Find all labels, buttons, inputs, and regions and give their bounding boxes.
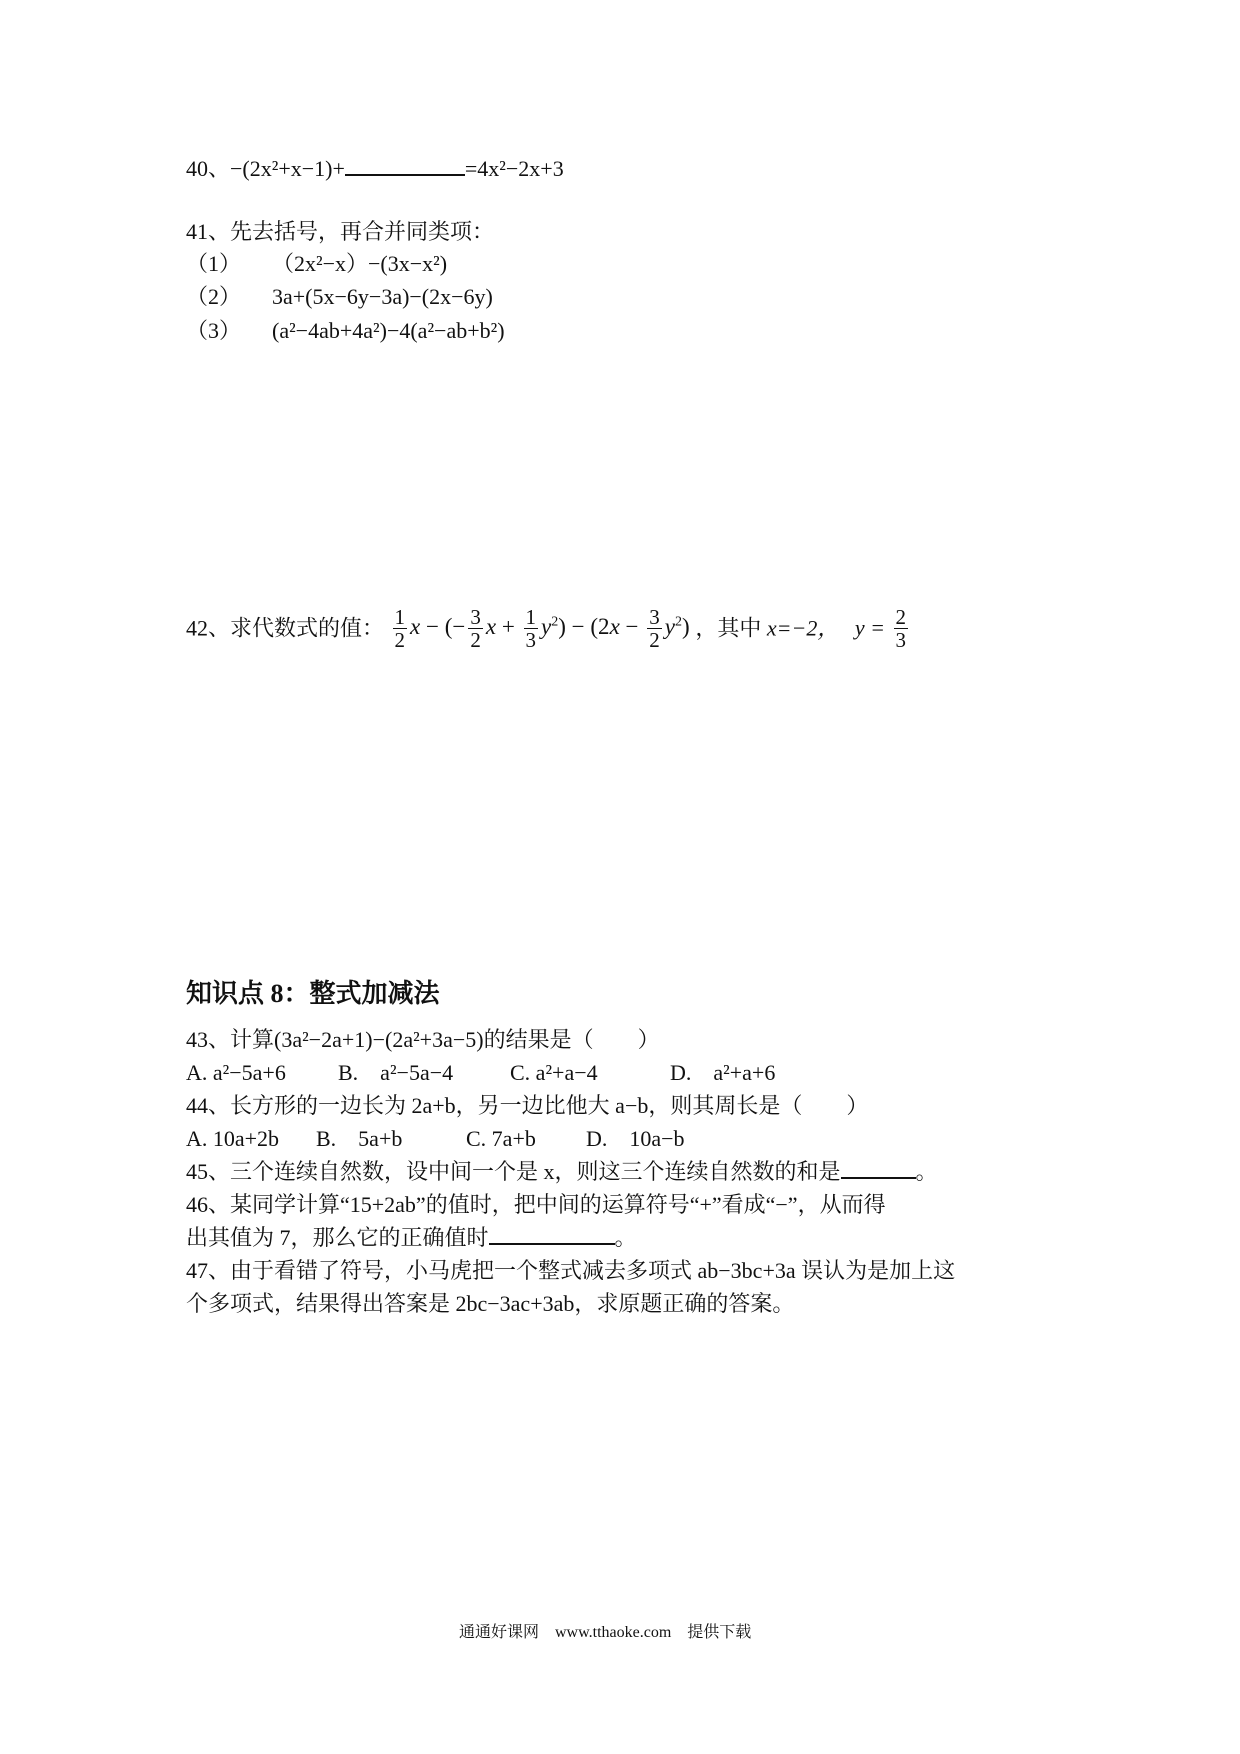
q44-option-d[interactable]: D. 10a−b <box>586 1126 685 1151</box>
fraction-2-3: $\frac{2}{3}$ <box>895 605 907 653</box>
q42-expression: $\frac{1}{2}$ x − (− $\frac{3}{2}$ x + $\frac{1}{3}$ $y^2) - (2x$ − $\frac{3}{2}$ $y^2$) <box>394 605 696 653</box>
q43-option-d[interactable]: D. a²+a+6 <box>670 1060 776 1085</box>
q40-suffix: =4x²−2x+3 <box>464 156 564 181</box>
q46-end: 。 <box>614 1225 637 1250</box>
question-41-item-3 <box>186 318 505 344</box>
fraction-1-2: $\frac{1}{2}$ <box>394 605 406 653</box>
q40-answer-blank[interactable] <box>345 173 465 176</box>
question-43-stem: 43、计算(3a²−2a+1)−(2a²+3a−5)的结果是（ ） <box>186 1027 660 1052</box>
q41-item-expr: (a²−4ab+4a²)−4(a²−ab+b²) <box>272 318 505 343</box>
question-42 <box>186 606 911 651</box>
q41-item-expr: （2x²−x）−(3x−x²) <box>272 251 448 276</box>
q45-text: 45、三个连续自然数，设中间一个是 x，则这三个连续自然数的和是 <box>186 1159 841 1184</box>
q42-condition-prefix: ，其中 <box>695 615 762 641</box>
q43-option-a[interactable]: A. a²−5a+6 <box>186 1060 286 1085</box>
footer-source: 通通好课网 www.tthaoke.com 提供下载 <box>459 1624 752 1641</box>
question-43-options <box>186 1060 775 1086</box>
q45-answer-blank[interactable] <box>841 1176 916 1179</box>
q42-y-label: y = <box>854 615 886 641</box>
question-41-item-2 <box>186 284 493 310</box>
q40-prefix: 40、−(2x²+x−1)+ <box>186 156 345 181</box>
question-46-line-1: 46、某同学计算“15+2ab”的值时，把中间的运算符号“+”看成“−”，从而得 <box>186 1192 886 1217</box>
q41-item-label: （1） <box>186 251 242 276</box>
q46-answer-blank[interactable] <box>489 1242 615 1245</box>
q41-item-label: （3） <box>186 318 242 343</box>
q43-option-c[interactable]: C. a²+a−4 <box>510 1060 598 1085</box>
question-44-stem: 44、长方形的一边长为 2a+b，另一边比他大 a−b，则其周长是（ ） <box>186 1093 869 1118</box>
q43-option-b[interactable]: B. a²−5a−4 <box>338 1060 454 1085</box>
fraction-3-2: $\frac{3}{2}$ <box>649 605 660 653</box>
section-heading: 知识点 8：整式加减法 <box>186 979 440 1008</box>
q42-prefix: 42、求代数式的值： <box>186 615 385 641</box>
question-46-line-2 <box>186 1225 637 1251</box>
question-45 <box>186 1159 938 1185</box>
question-44-options <box>186 1126 685 1152</box>
q41-item-expr: 3a+(5x−6y−3a)−(2x−6y) <box>272 284 493 309</box>
fraction-3-2: $\frac{3}{2}$ <box>470 605 481 653</box>
question-41-stem: 41、先去括号，再合并同类项： <box>186 219 495 244</box>
q44-option-c[interactable]: C. 7a+b <box>466 1126 536 1151</box>
q42-x-value: x=−2， <box>766 615 840 641</box>
q45-end: 。 <box>915 1159 938 1184</box>
q41-item-label: （2） <box>186 284 242 309</box>
q46-text: 出其值为 7，那么它的正确值时 <box>186 1225 489 1250</box>
question-40 <box>186 156 564 182</box>
question-41-item-1 <box>186 251 447 277</box>
fraction-1-3: $\frac{1}{3}$ <box>525 605 537 653</box>
q44-option-b[interactable]: B. 5a+b <box>316 1126 403 1151</box>
question-47-line-2: 个多项式，结果得出答案是 2bc−3ac+3ab，求原题正确的答案。 <box>186 1291 795 1316</box>
q44-option-a[interactable]: A. 10a+2b <box>186 1126 280 1151</box>
question-47-line-1: 47、由于看错了符号，小马虎把一个整式减去多项式 ab−3bc+3a 误认为是加上这 <box>186 1258 956 1283</box>
